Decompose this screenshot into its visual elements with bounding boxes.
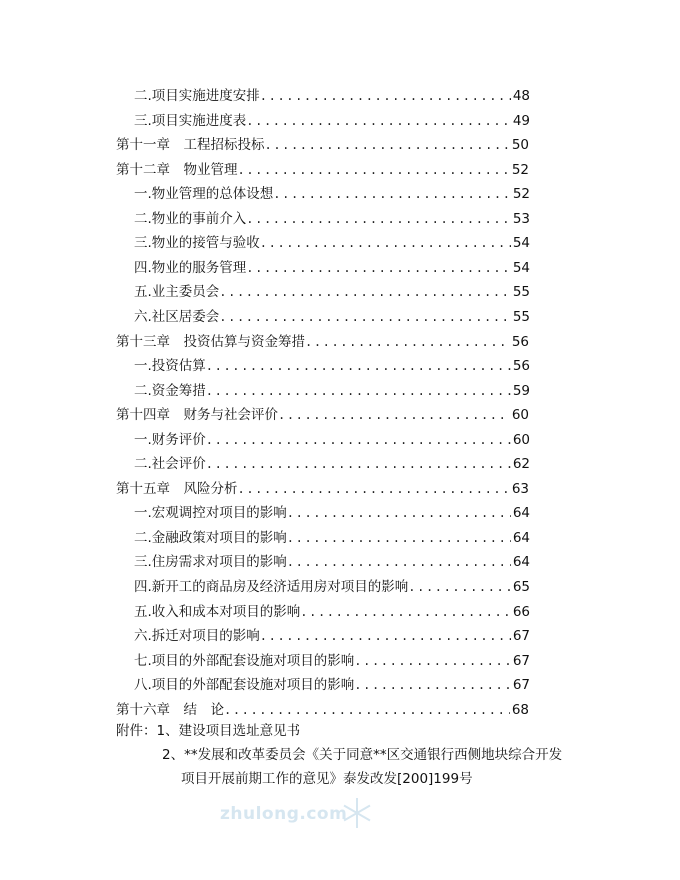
toc-section-row: [134, 602, 530, 622]
toc-entry-title: 第十六章 结 论: [116, 701, 224, 718]
toc-page-number: 55: [512, 284, 530, 301]
toc-leader-dots: [300, 602, 511, 622]
toc-entry-title: 第十三章 投资估算与资金筹措: [116, 333, 305, 350]
toc-entry-title: 一.投资估算: [134, 358, 206, 375]
toc-page-number: 56: [511, 333, 529, 350]
snowflake-watermark-icon: [340, 796, 374, 830]
toc-chapter-row: [116, 160, 529, 180]
toc-leader-dots: [246, 209, 511, 229]
toc-page-number: 65: [512, 579, 530, 595]
toc-leader-dots: [408, 577, 511, 597]
watermark-text: zhulong.com: [220, 804, 348, 824]
toc-page-number: 66: [512, 603, 530, 620]
toc-leader-dots: [219, 307, 511, 327]
toc-section-row: [134, 528, 530, 548]
toc-page-number: 67: [512, 677, 530, 694]
toc-section-row: [134, 209, 530, 229]
toc-page-number: 54: [512, 259, 530, 276]
toc-page-number: 64: [512, 554, 530, 571]
toc-section-row: [134, 86, 530, 106]
toc-leader-dots: [354, 675, 511, 695]
toc-entry-title: 第十二章 物业管理: [116, 161, 238, 178]
toc-page-number: 49: [512, 112, 530, 129]
toc-page-number: 50: [511, 137, 529, 154]
attachment-line-3: 项目开展前期工作的意见》泰发改发[200]199号: [181, 771, 473, 787]
toc-entry-title: 三.住房需求对项目的影响: [134, 554, 287, 571]
attachment-line-2: 2、**发展和改革委员会《关于同意**区交通银行西侧地块综合开发: [162, 747, 563, 763]
toc-entry-title: 第十五章 风险分析: [116, 480, 238, 497]
toc-page-number: 67: [512, 652, 530, 669]
toc-leader-dots: [305, 332, 510, 352]
toc-chapter-row: [116, 332, 529, 352]
toc-section-row: [134, 552, 530, 572]
toc-section-row: [134, 381, 530, 401]
toc-page-number: 53: [512, 210, 530, 227]
toc-section-row: [134, 651, 530, 671]
toc-entry-title: 四.物业的服务管理: [134, 259, 247, 276]
toc-entry-title: 二.项目实施进度安排: [134, 88, 260, 104]
toc-section-row: [134, 356, 530, 376]
toc-entry-title: 五.收入和成本对项目的影响: [134, 603, 301, 620]
toc-entry-title: 一.宏观调控对项目的影响: [134, 505, 287, 522]
toc-leader-dots: [260, 233, 511, 253]
toc-entry-title: 八.项目的外部配套设施对项目的影响: [134, 677, 355, 694]
toc-leader-dots: [354, 651, 511, 671]
toc-section-row: [134, 626, 530, 646]
toc-entry-title: 二.社会评价: [134, 456, 206, 473]
toc-leader-dots: [287, 552, 511, 572]
toc-section-row: [134, 184, 530, 204]
toc-page-number: 59: [512, 382, 530, 399]
toc-page-number: 48: [512, 88, 530, 104]
toc-page-number: 63: [511, 480, 529, 497]
toc-section-row: [134, 307, 530, 327]
toc-entry-title: 六.社区居委会: [134, 308, 220, 325]
toc-entry-title: 三.项目实施进度表: [134, 112, 247, 129]
toc-page-number: 64: [512, 529, 530, 546]
toc-chapter-row: [116, 700, 529, 720]
toc-leader-dots: [219, 282, 511, 302]
toc-page-number: 60: [511, 407, 529, 424]
toc-page-number: 67: [512, 628, 530, 645]
toc-leader-dots: [265, 135, 510, 155]
toc-page-number: 52: [511, 161, 529, 178]
toc-section-row: [134, 577, 530, 597]
toc-entry-title: 二.资金筹措: [134, 382, 206, 399]
toc-entry-title: 第十一章 工程招标投标: [116, 137, 265, 154]
toc-chapter-row: [116, 405, 529, 425]
toc-entry-title: 四.新开工的商品房及经济适用房对项目的影响: [134, 579, 409, 595]
toc-leader-dots: [206, 356, 511, 376]
toc-leader-dots: [206, 381, 511, 401]
toc-page-number: 64: [512, 505, 530, 522]
toc-entry-title: 第十四章 财务与社会评价: [116, 407, 278, 424]
toc-section-row: [134, 282, 530, 302]
toc-leader-dots: [246, 111, 511, 131]
toc-leader-dots: [238, 160, 510, 180]
toc-section-row: [134, 233, 530, 253]
toc-leader-dots: [238, 479, 510, 499]
toc-entry-title: 六.拆迁对项目的影响: [134, 628, 260, 645]
toc-leader-dots: [206, 454, 511, 474]
toc-section-row: [134, 111, 530, 131]
toc-page-number: 54: [512, 235, 530, 252]
attachment-line-1: 附件：1、建设项目选址意见书: [116, 723, 301, 739]
toc-entry-title: 二.金融政策对项目的影响: [134, 529, 287, 546]
toc-leader-dots: [278, 405, 510, 425]
toc-page-number: 55: [512, 308, 530, 325]
toc-leader-dots: [287, 528, 511, 548]
toc-entry-title: 二.物业的事前介入: [134, 210, 247, 227]
toc-entry-title: 一.物业管理的总体设想: [134, 186, 274, 203]
toc-section-row: [134, 675, 530, 695]
toc-entry-title: 五.业主委员会: [134, 284, 220, 301]
toc-section-row: [134, 503, 530, 523]
toc-leader-dots: [287, 503, 511, 523]
toc-leader-dots: [260, 86, 511, 106]
toc-section-row: [134, 258, 530, 278]
toc-section-row: [134, 430, 530, 450]
toc-page-number: 68: [511, 701, 529, 718]
toc-entry-title: 七.项目的外部配套设施对项目的影响: [134, 652, 355, 669]
toc-leader-dots: [273, 184, 511, 204]
toc-section-row: [134, 454, 530, 474]
toc-chapter-row: [116, 479, 529, 499]
toc-leader-dots: [224, 700, 510, 720]
toc-entry-title: 一.财务评价: [134, 431, 206, 448]
toc-page-number: 62: [512, 456, 530, 473]
toc-leader-dots: [206, 430, 511, 450]
toc-page-number: 60: [512, 431, 530, 448]
toc-page-number: 52: [512, 186, 530, 203]
toc-entry-title: 三.物业的接管与验收: [134, 235, 260, 252]
toc-leader-dots: [260, 626, 511, 646]
toc-page-number: 56: [512, 358, 530, 375]
toc-chapter-row: [116, 135, 529, 155]
toc-leader-dots: [246, 258, 511, 278]
